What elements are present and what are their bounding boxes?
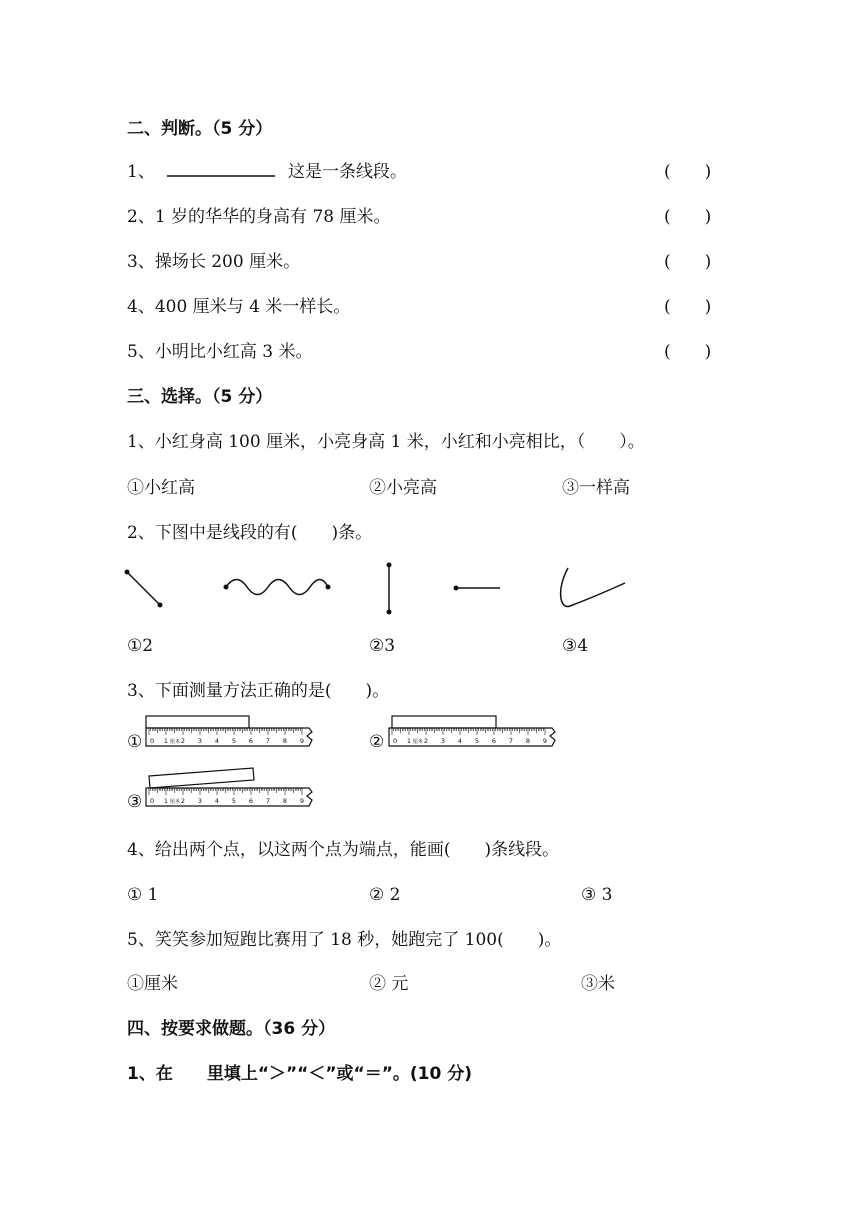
ruler-tick-label: 8	[525, 737, 531, 745]
ruler-tick-label: 7	[265, 737, 271, 745]
diagonal-segment-figure	[125, 570, 163, 608]
choice-q1-text: 1、小红身高 100 厘米，小亮身高 1 米，小红和小亮相比，（ ）。	[127, 432, 645, 452]
ruler-tick-label: 4	[214, 737, 220, 745]
ruler-tick-label: 0	[150, 737, 155, 745]
ruler-tick-label: 3	[197, 737, 203, 745]
ruler-tick-label: 2	[423, 737, 429, 745]
ruler-unit-label: 厘米	[170, 799, 181, 805]
ruler-option-2-marker[interactable]: ②	[369, 732, 385, 752]
choice-q4-text: 4、给出两个点，以这两个点为端点，能画( )条线段。	[127, 840, 560, 860]
judge-item-1-number: 1、	[127, 162, 155, 182]
section-4-heading: 四、按要求做题。（36 分）	[127, 1019, 336, 1039]
ruler-tick-label: 9	[542, 737, 548, 745]
choice-q1-option-2[interactable]: ②小亮高	[369, 478, 437, 498]
choice-q2-option-1[interactable]: ①2	[127, 636, 154, 656]
ruler-figure-1	[146, 716, 316, 750]
ruler-tick-label: 9	[299, 737, 305, 745]
segment-figure	[167, 175, 277, 179]
answer-paren[interactable]: ( )	[664, 297, 712, 317]
ruler-unit-label: 厘米	[413, 739, 424, 745]
choice-q4-option-3[interactable]: ③ 3	[581, 885, 613, 905]
section-2-heading: 二、判断。（5 分）	[127, 119, 273, 139]
answer-paren[interactable]: ( )	[664, 162, 712, 182]
ruler-tick-label: 3	[197, 797, 203, 805]
answer-paren[interactable]: ( )	[664, 342, 712, 362]
measured-strip	[149, 768, 254, 788]
ruler-tick-label: 1	[163, 737, 169, 745]
choice-q5-option-2[interactable]: ② 元	[369, 974, 409, 994]
choice-q3-text: 3、下面测量方法正确的是( )。	[127, 681, 390, 701]
ruler-tick-label: 0	[150, 797, 155, 805]
ruler-tick-label: 5	[231, 737, 237, 745]
choice-q4-option-2[interactable]: ② 2	[369, 885, 401, 905]
judge-item-4: 4、400 厘米与 4 米一样长。	[127, 297, 351, 317]
ruler-figure-2	[389, 716, 559, 750]
measured-strip	[146, 716, 249, 728]
judge-item-1-text: 这是一条线段。	[288, 162, 407, 182]
answer-paren[interactable]: ( )	[664, 252, 712, 272]
ruler-tick-label: 5	[231, 797, 237, 805]
ruler-tick-label: 6	[248, 737, 254, 745]
choice-q4-option-1[interactable]: ① 1	[127, 885, 159, 905]
ruler-tick-label: 4	[214, 797, 220, 805]
ruler-tick-label: 5	[474, 737, 480, 745]
ruler-tick-label: 1	[163, 797, 169, 805]
ruler-tick-label: 0	[393, 737, 398, 745]
choice-q5-option-1[interactable]: ①厘米	[127, 974, 178, 994]
measured-strip	[392, 716, 496, 728]
ruler-option-1-marker[interactable]: ①	[127, 732, 143, 752]
ruler-tick-label: 7	[265, 797, 271, 805]
wavy-curve-figure	[224, 580, 331, 595]
ruler-tick-label: 2	[180, 737, 186, 745]
ruler-tick-label: 1	[406, 737, 412, 745]
choice-q1-option-1[interactable]: ①小红高	[127, 478, 195, 498]
choice-q2-text: 2、下图中是线段的有( )条。	[127, 523, 373, 543]
ruler-tick-label: 6	[491, 737, 497, 745]
section-4-q1-instruction: 1、在 里填上“＞”“＜”或“＝”。(10 分)	[127, 1064, 472, 1084]
judge-item-3: 3、操场长 200 厘米。	[127, 252, 301, 272]
ruler-tick-label: 8	[282, 797, 288, 805]
judge-item-5: 5、小明比小红高 3 米。	[127, 342, 313, 362]
line-figures	[120, 560, 640, 620]
choice-q1-option-3[interactable]: ③一样高	[562, 478, 630, 498]
ruler-tick-label: 4	[457, 737, 463, 745]
answer-paren[interactable]: ( )	[664, 207, 712, 227]
curve-figure	[561, 568, 625, 607]
ruler-tick-label: 8	[282, 737, 288, 745]
ruler-tick-label: 3	[440, 737, 446, 745]
choice-q5-option-3[interactable]: ③米	[581, 974, 615, 994]
choice-q5-text: 5、笑笑参加短跑比赛用了 18 秒，她跑完了 100( )。	[127, 930, 562, 950]
ruler-tick-label: 6	[248, 797, 254, 805]
judge-item-2: 2、1 岁的华华的身高有 78 厘米。	[127, 207, 391, 227]
section-3-heading: 三、选择。（5 分）	[127, 387, 273, 407]
ruler-tick-label: 9	[299, 797, 305, 805]
ruler-tick-label: 7	[508, 737, 514, 745]
ruler-unit-label: 厘米	[170, 739, 181, 745]
ruler-figure-3	[146, 766, 316, 810]
choice-q2-option-3[interactable]: ③4	[562, 636, 589, 656]
ruler-option-3-marker[interactable]: ③	[127, 792, 143, 812]
choice-q2-option-2[interactable]: ②3	[369, 636, 396, 656]
vertical-segment-figure	[387, 563, 392, 615]
ray-figure	[454, 586, 501, 591]
ruler-tick-label: 2	[180, 797, 186, 805]
